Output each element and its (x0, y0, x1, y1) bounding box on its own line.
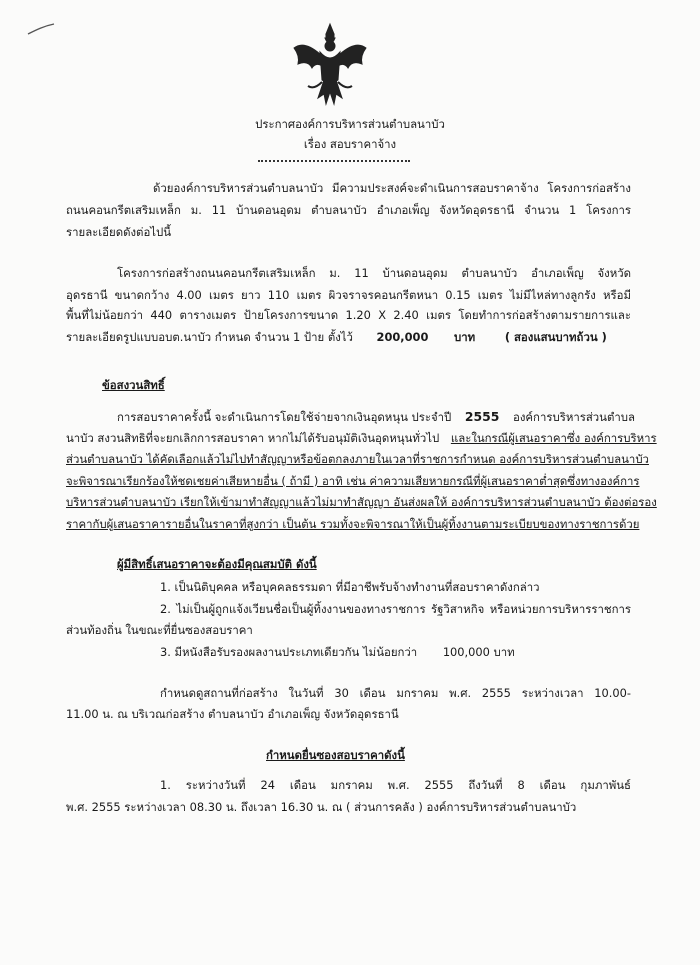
project-amount-text: ( สองแสนบาทถ้วน ) (504, 330, 607, 344)
qualification-item-2-a: 2. ไม่เป็นผู้ถูกแจ้งเวียนชื่อเป็นผู้ทิ้งงานของทางราชการ รัฐวิสาหกิจ หรือหน่วยการบริหารราชการ (160, 602, 631, 616)
qualification-item-2-b: ส่วนท้องถิ่น ในขณะที่ยื่นซองสอบราคา (66, 623, 253, 637)
rights-line-1-b: องค์การบริหารส่วนตำบล (513, 410, 635, 424)
qualification-item-3-amount: 100,000 บาท (442, 645, 515, 659)
rights-line-6: ราคากับผู้เสนอราคารายอื่นในราคาที่สูงกว่า เป็นต้น รวมทั้งจะพิจารณาให้เป็นผู้ทิ้งงานตามระเบียบของทางราชการด้วย (66, 517, 640, 531)
rights-line-5: บริหารส่วนตำบลนาบัว เรียกให้เข้ามาทำสัญญาแล้วไม่มาทำสัญญา อันส่งผลให้ องค์การบริหารส่วนตำบลนาบัว ต้องต่อรอง (66, 495, 657, 509)
qualifications-heading: ผู้มีสิทธิ์เสนอราคาจะต้องมีคุณสมบัติ ดังนี้ (117, 557, 317, 571)
project-line-2: อุดรธานี ขนาดกว้าง 4.00 เมตร ยาว 110 เมตร ผิวจราจรคอนกรีตหนา 0.15 เมตร ไม่มีไหล่ทางลูกรัง หรือมี (66, 288, 631, 302)
submission-line-2: พ.ศ. 2555 ระหว่างเวลา 08.30 น. ถึงเวลา 16.30 น. ณ ( ส่วนการคลัง ) องค์การบริหารส่วนตำบลนาบัว (66, 800, 577, 814)
site-visit-line-1: กำหนดดูสถานที่ก่อสร้าง ในวันที่ 30 เดือน มกราคม พ.ศ. 2555 ระหว่างเวลา 10.00- (160, 686, 631, 700)
qualification-item-1: 1. เป็นนิติบุคคล หรือบุคคลธรรมดา ที่มีอาชีพรับจ้างทำงานที่สอบราคาดังกล่าว (160, 580, 540, 594)
rights-line-2-a: นาบัว สงวนสิทธิที่จะยกเลิกการสอบราคา หากไม่ได้รับอนุมัติเงินอุดหนุนทั่วไป (66, 431, 440, 445)
intro-line-2: ถนนคอนกรีตเสริมเหล็ก ม. 11 บ้านดอนอุดม ตำบลนาบัว อำเภอเพ็ญ จังหวัดอุดรธานี จำนวน 1 โครงการ (66, 203, 631, 217)
project-amount-unit: บาท (454, 330, 476, 344)
title-divider (258, 160, 410, 162)
project-line-3: พื้นที่ไม่น้อยกว่า 440 ตารางเมตร ป้ายโครงการขนาด 1.20 X 2.40 เมตร โดยทำการก่อสร้างตามรายการและ (66, 308, 631, 322)
submission-heading: กำหนดยื่นซองสอบราคาดังนี้ (266, 748, 405, 762)
intro-line-3: รายละเอียดดังต่อไปนี้ (66, 225, 172, 239)
rights-fiscal-year: 2555 (464, 409, 500, 424)
rights-line-1-a: การสอบราคาครั้งนี้ จะดำเนินการโดยใช้จ่ายจากเงินอุดหนุน ประจำปี (117, 410, 452, 424)
garuda-emblem-icon (290, 20, 370, 110)
rights-line-3: ส่วนตำบลนาบัว ได้คัดเลือกแล้วไม่ไปทำสัญญาหรือข้อตกลงภายในเวลาที่ราชการกำหนด องค์การบริหารส่วนตำบลนาบัว (66, 452, 649, 466)
site-visit-line-2: 11.00 น. ณ บริเวณก่อสร้าง ตำบลนาบัว อำเภอเพ็ญ จังหวัดอุดรธานี (66, 707, 399, 721)
rights-line-2 (66, 431, 657, 446)
announcement-subject: เรื่อง สอบราคาจ้าง (303, 137, 397, 151)
submission-line-1: 1. ระหว่างวันที่ 24 เดือน มกราคม พ.ศ. 2555 ถึงวันที่ 8 เดือน กุมภาพันธ์ (160, 778, 631, 792)
intro-line-1: ด้วยองค์การบริหารส่วนตำบลนาบัว มีความประสงค์จะดำเนินการสอบราคาจ้าง โครงการก่อสร้าง (153, 181, 631, 195)
qualification-item-3-a: 3. มีหนังสือรับรองผลงานประเภทเดียวกัน ไม่น้อยกว่า (160, 645, 418, 659)
rights-line-1 (117, 409, 635, 425)
project-amount: 200,000 (376, 330, 429, 344)
pen-stroke-mark (26, 22, 56, 36)
rights-heading: ข้อสงวนสิทธิ์ (102, 378, 165, 392)
rights-line-4: จะพิจารณาเรียกร้องให้ชดเชยค่าเสียหายอื่น ( ถ้ามี ) อาทิ เช่น ค่าความเสียหายกรณีที่ผู้เสนอราคาต่ำสุดซึ่งทางองค์การ (66, 474, 640, 488)
announcement-title: ประกาศองค์การบริหารส่วนตำบลนาบัว (255, 117, 445, 131)
project-line-4-prefix: รายละเอียดรูปแบบอบต.นาบัว กำหนด จำนวน 1 ป้าย ตั้งไว้ (66, 330, 353, 344)
qualification-item-3 (160, 645, 515, 660)
project-line-4 (66, 330, 607, 345)
rights-line-2-b: และในกรณีผู้เสนอราคาซึ่ง องค์การบริหาร (450, 431, 657, 445)
project-line-1: โครงการก่อสร้างถนนคอนกรีตเสริมเหล็ก ม. 11 บ้านดอนอุดม ตำบลนาบัว อำเภอเพ็ญ จังหวัด (117, 266, 631, 280)
